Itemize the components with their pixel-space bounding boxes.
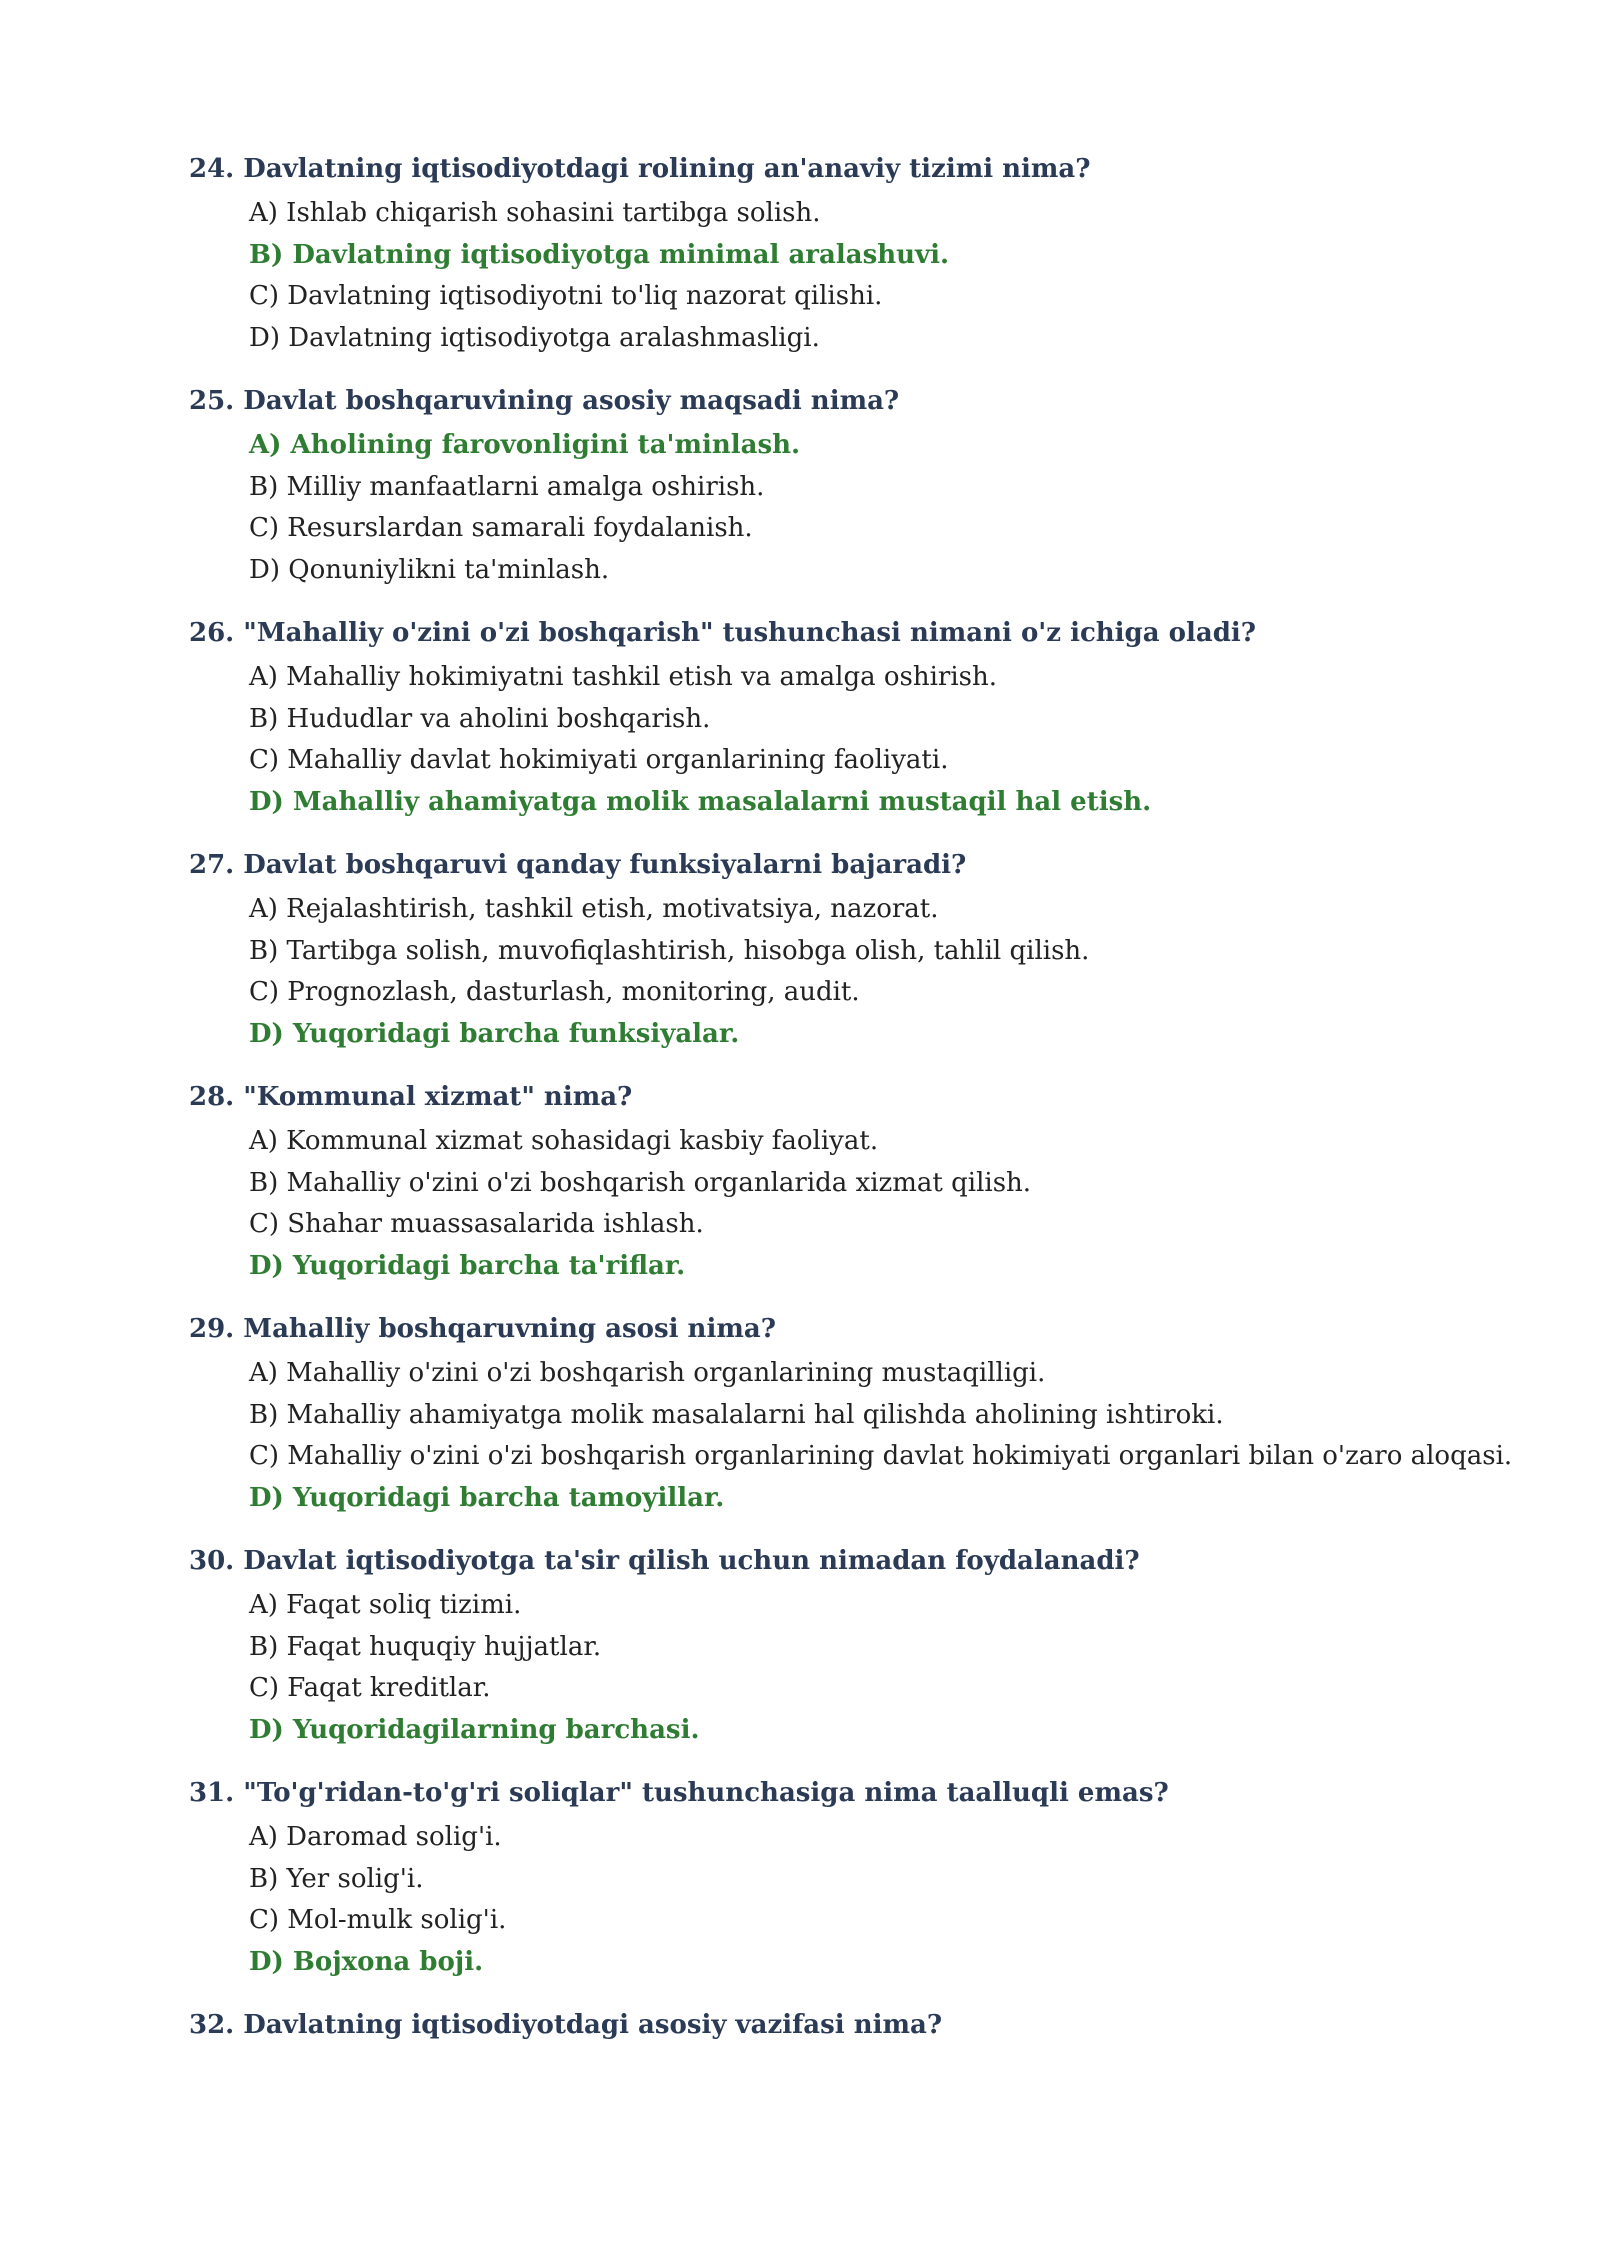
- answer-list: [249, 657, 1489, 823]
- correct-answer-option: D) Bojxona boji.: [249, 1946, 484, 1977]
- answer-list: [249, 425, 1489, 591]
- question-block: [189, 1541, 1489, 1751]
- question-block: [189, 1077, 1489, 1287]
- answer-option: B) Faqat huquqiy hujjatlar.: [249, 1631, 602, 1662]
- question-title: 27. Davlat boshqaruvi qanday funksiyalarni bajaradi?: [189, 850, 967, 880]
- answer-option: A) Rejalashtirish, tashkil etish, motivatsiya, nazorat.: [249, 894, 939, 924]
- question-title: 28. "Kommunal xizmat" nima?: [189, 1082, 633, 1112]
- answer-option: B) Mahalliy o'zini o'zi boshqarish organlarida xizmat qilish.: [249, 1167, 1032, 1198]
- question-list: [189, 149, 1513, 2067]
- answer-option: B) Yer solig'i.: [249, 1863, 424, 1894]
- question-title: 31. "To'g'ridan-to'g'ri soliqlar" tushunchasiga nima taalluqli emas?: [189, 1778, 1169, 1808]
- answer-option: C) Resurslardan samarali foydalanish.: [249, 513, 753, 543]
- answer-option: D) Qonuniylikni ta'minlash.: [249, 554, 610, 585]
- question-title: 24. Davlatning iqtisodiyotdagi rolining an'anaviy tizimi nima?: [189, 154, 1091, 184]
- answer-option: C) Prognozlash, dasturlash, monitoring, audit.: [249, 977, 860, 1007]
- correct-answer-option: D) Yuqoridagi barcha funksiyalar.: [249, 1018, 740, 1049]
- question-block: [189, 149, 1489, 359]
- answer-option: C) Davlatning iqtisodiyotni to'liq nazorat qilishi.: [249, 281, 883, 311]
- answer-option: C) Shahar muassasalarida ishlash.: [249, 1209, 704, 1239]
- question-title: 32. Davlatning iqtisodiyotdagi asosiy vazifasi nima?: [189, 2010, 943, 2040]
- question-block: [189, 1773, 1489, 1983]
- answer-option: A) Daromad solig'i.: [249, 1822, 502, 1852]
- answer-option: A) Mahalliy hokimiyatni tashkil etish va amalga oshirish.: [249, 662, 998, 692]
- answer-option: B) Hududlar va aholini boshqarish.: [249, 703, 711, 734]
- correct-answer-option: A) Aholining farovonligini ta'minlash.: [249, 430, 801, 460]
- answer-list: [249, 1121, 1489, 1287]
- question-block: [189, 381, 1489, 591]
- question-block: [189, 845, 1489, 1055]
- question-title: 26. "Mahalliy o'zini o'zi boshqarish" tushunchasi nimani o'z ichiga oladi?: [189, 618, 1256, 648]
- correct-answer-option: D) Yuqoridagi barcha ta'riflar.: [249, 1250, 686, 1281]
- question-title: 29. Mahalliy boshqaruvning asosi nima?: [189, 1314, 776, 1344]
- answer-option: C) Mahalliy davlat hokimiyati organlarining faoliyati.: [249, 745, 949, 775]
- answer-list: [249, 889, 1489, 1055]
- answer-option: A) Faqat soliq tizimi.: [249, 1590, 522, 1620]
- correct-answer-option: D) Yuqoridagilarning barchasi.: [249, 1714, 700, 1745]
- answer-list: [249, 1353, 1513, 1519]
- question-title: 30. Davlat iqtisodiyotga ta'sir qilish uchun nimadan foydalanadi?: [189, 1546, 1140, 1576]
- answer-list: [249, 1585, 1489, 1751]
- question-block: [189, 2005, 1489, 2045]
- answer-option: C) Faqat kreditlar.: [249, 1673, 491, 1703]
- answer-option: B) Milliy manfaatlarni amalga oshirish.: [249, 471, 765, 502]
- answer-list: [249, 1817, 1489, 1983]
- answer-option: A) Ishlab chiqarish sohasini tartibga solish.: [249, 198, 821, 228]
- answer-option: A) Kommunal xizmat sohasidagi kasbiy faoliyat.: [249, 1126, 879, 1156]
- answer-option: C) Mahalliy o'zini o'zi boshqarish organlarining davlat hokimiyati organlari bilan o'zaro aloqasi.: [249, 1441, 1513, 1471]
- answer-option: C) Mol-mulk solig'i.: [249, 1905, 507, 1935]
- answer-option: A) Mahalliy o'zini o'zi boshqarish organlarining mustaqilligi.: [249, 1358, 1046, 1388]
- correct-answer-option: D) Mahalliy ahamiyatga molik masalalarni mustaqil hal etish.: [249, 786, 1152, 817]
- answer-option: B) Mahalliy ahamiyatga molik masalalarni hal qilishda aholining ishtiroki.: [249, 1399, 1224, 1430]
- correct-answer-option: D) Yuqoridagi barcha tamoyillar.: [249, 1482, 725, 1513]
- correct-answer-option: B) Davlatning iqtisodiyotga minimal aralashuvi.: [249, 239, 950, 270]
- question-title: 25. Davlat boshqaruvining asosiy maqsadi nima?: [189, 386, 900, 416]
- question-block: [189, 1309, 1513, 1519]
- question-block: [189, 613, 1489, 823]
- answer-option: D) Davlatning iqtisodiyotga aralashmasligi.: [249, 322, 820, 353]
- answer-option: B) Tartibga solish, muvofiqlashtirish, hisobga olish, tahlil qilish.: [249, 935, 1090, 966]
- answer-list: [249, 193, 1489, 359]
